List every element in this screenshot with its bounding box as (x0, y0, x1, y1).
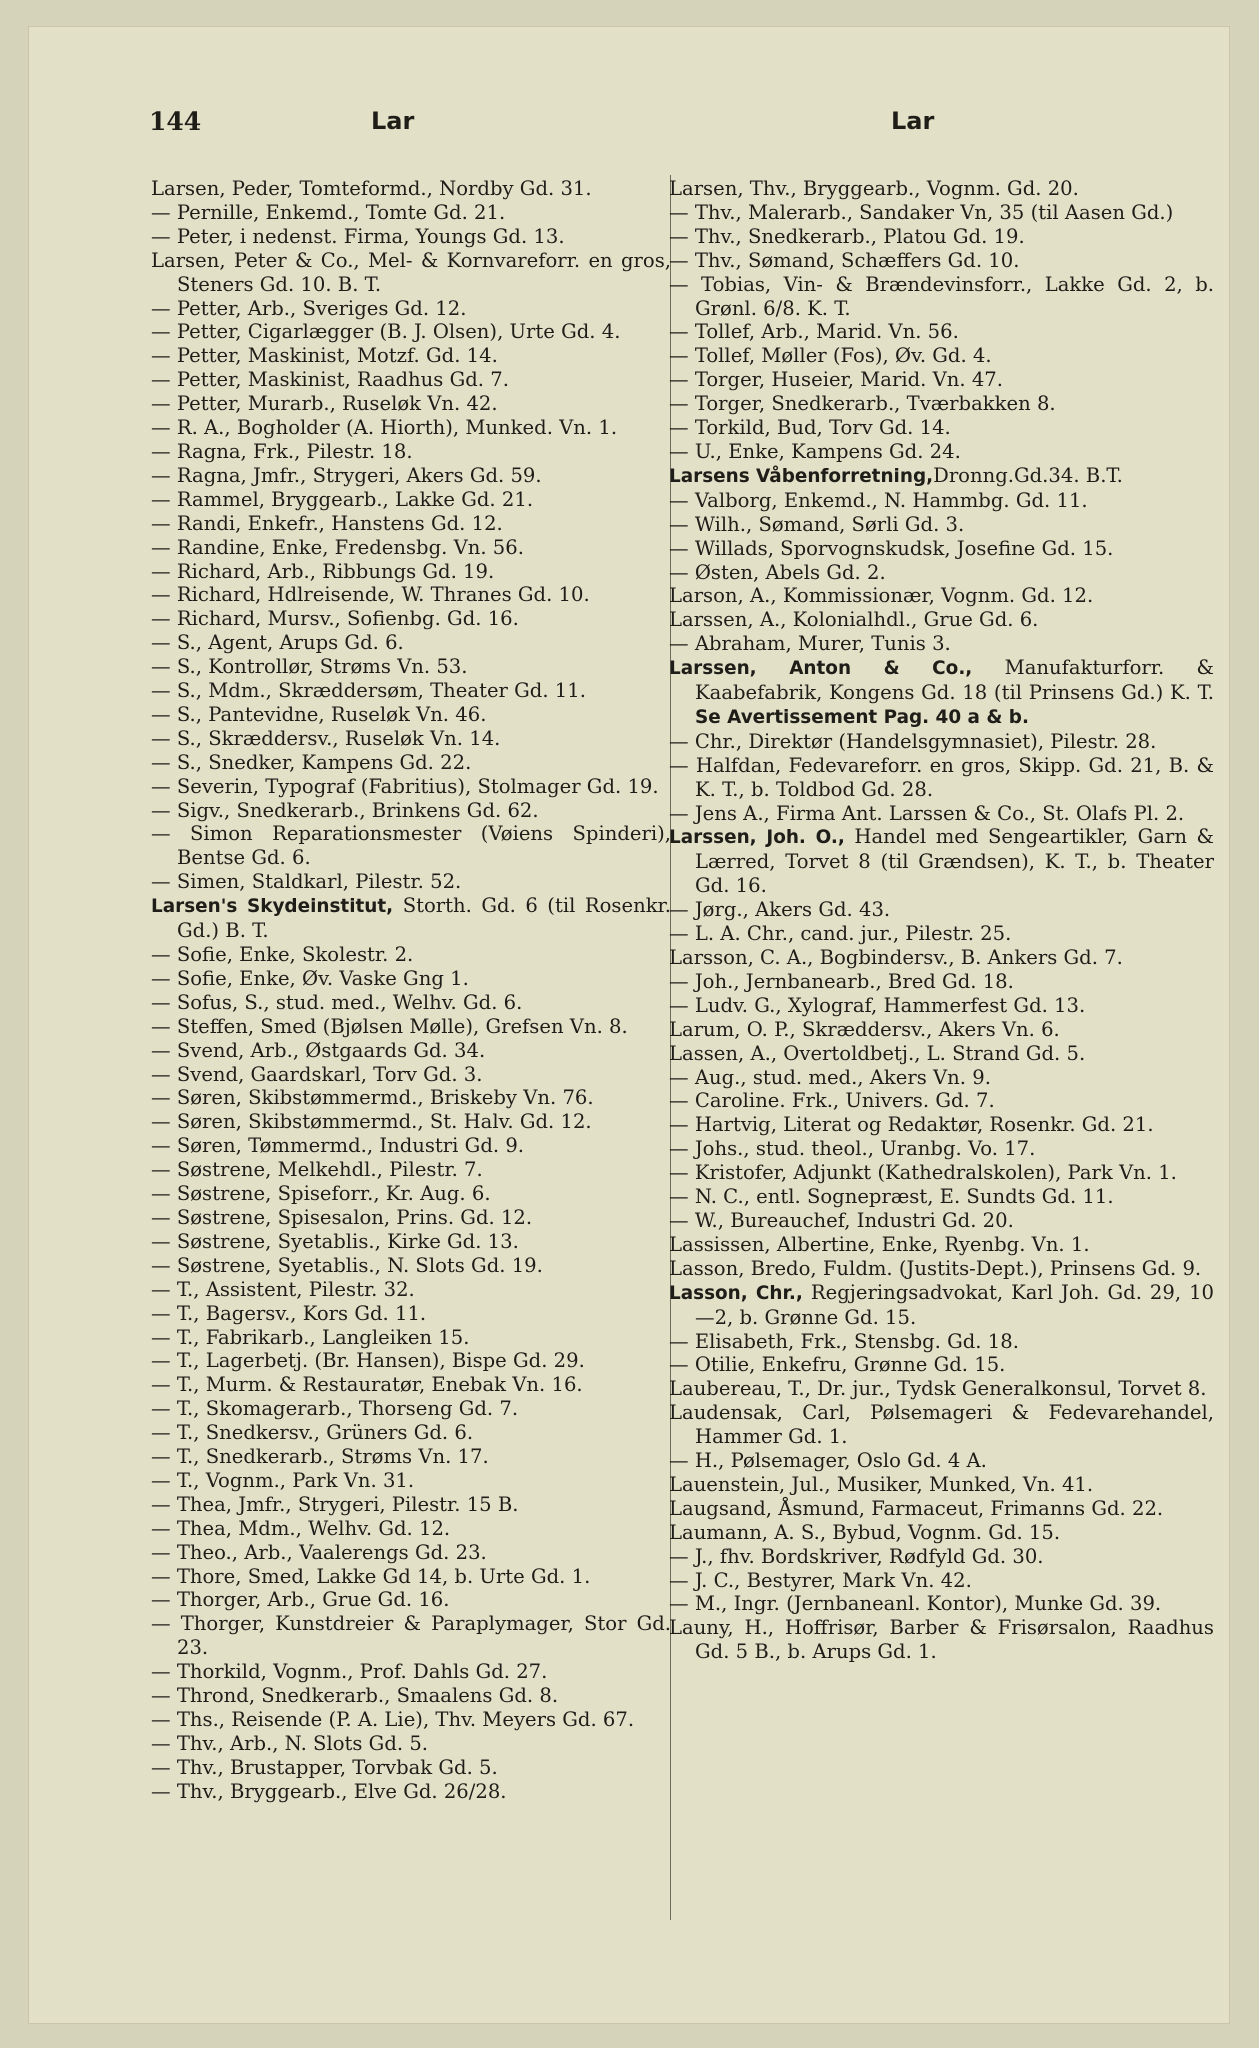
entry-text: — Johs., stud. theol., Uranbg. Vo. 17. (669, 1137, 1036, 1161)
directory-entry (669, 1161, 1214, 1185)
directory-entry (151, 1397, 671, 1421)
entry-text: — J., fhv. Bordskriver, Rødfyld Gd. 30. (669, 1544, 1044, 1568)
entry-text: — Randi, Enkefr., Hanstens Gd. 12. (151, 511, 503, 535)
entry-text: — Elisabeth, Frk., Stensbg. Gd. 18. (669, 1329, 1019, 1353)
entry-text: Lasson, Bredo, Fuldm. (Justits-Dept.), Prinsens Gd. 9. (669, 1256, 1202, 1280)
directory-entry (669, 1545, 1214, 1569)
directory-entry (151, 727, 671, 751)
running-head-right: Lar (891, 107, 935, 135)
entry-text: — Thrond, Snedkerarb., Smaalens Gd. 8. (151, 1684, 559, 1708)
directory-entry (669, 1185, 1214, 1209)
directory-entry (669, 1330, 1214, 1354)
directory-entry (151, 1182, 671, 1206)
directory-entry (151, 1684, 671, 1708)
entry-text: Larsen, Peter & Co., Mel- & Kornvareforr. en gros, Steners Gd. 10. B. T. (151, 248, 671, 296)
entry-text: — Torger, Snedkerarb., Tværbakken 8. (669, 392, 1056, 416)
directory-entry (669, 1113, 1214, 1137)
entry-text: — T., Skomagerarb., Thorseng Gd. 7. (151, 1397, 519, 1421)
directory-entry (151, 512, 671, 536)
entry-text: — Randine, Enke, Fredensbg. Vn. 56. (151, 535, 524, 559)
directory-entry (151, 1063, 671, 1087)
entry-text: — Abraham, Murer, Tunis 3. (669, 632, 951, 656)
directory-entry (151, 1588, 671, 1612)
entry-text: — Jørg., Akers Gd. 43. (669, 898, 891, 922)
directory-entry (151, 1086, 671, 1110)
page-number: 144 (149, 107, 202, 136)
directory-entry (151, 201, 671, 225)
directory-entry (669, 177, 1214, 201)
directory-entry (669, 1018, 1214, 1042)
entry-text: Lassissen, Albertine, Enke, Ryenbg. Vn. 1. (669, 1232, 1090, 1256)
entry-bold-name: Larssen, Anton & Co., (669, 658, 973, 680)
directory-entry (151, 1445, 671, 1469)
entry-advertisement-note: Se Avertissement Pag. 40 a & b. (695, 706, 1029, 728)
entry-text: — Willads, Sporvognskudsk, Josefine Gd. 15. (669, 536, 1114, 560)
entry-text: — Ragna, Jmfr., Strygeri, Akers Gd. 59. (151, 463, 542, 487)
entry-text: Storth. Gd. 6 (til Rosenkr. Gd.) B. T. (177, 894, 672, 943)
directory-entry (669, 802, 1214, 826)
entry-text: Launy, H., Hoffrisør, Barber & Frisørsalon, Raadhus Gd. 5 B., b. Arups Gd. 1. (669, 1616, 1214, 1664)
directory-entry (669, 1377, 1214, 1401)
entry-text: — Severin, Typograf (Fabritius), Stolmager Gd. 19. (151, 774, 659, 798)
directory-entry (151, 1469, 671, 1493)
directory-entry (151, 1278, 671, 1302)
entry-text: — Theo., Arb., Vaalerengs Gd. 23. (151, 1540, 487, 1564)
entry-text: — Ths., Reisende (P. A. Lie), Thv. Meyers Gd. 67. (151, 1708, 635, 1731)
entry-text: — Kristofer, Adjunkt (Kathedralskolen), Park Vn. 1. (669, 1161, 1177, 1185)
entry-text: Laudensak, Carl, Pølsemageri & Fedevarehandel, Hammer Gd. 1. (669, 1401, 1214, 1449)
entry-text: — Pernille, Enkemd., Tomte Gd. 21. (151, 200, 506, 224)
directory-entry (669, 1497, 1214, 1521)
entry-text: — Sofie, Enke, Skolestr. 2. (151, 943, 414, 966)
directory-entry (669, 416, 1214, 440)
entry-text: — Halfdan, Fedevareforr. en gros, Skipp. Gd. 21, B. & K. T., b. Toldbod Gd. 28. (669, 753, 1214, 801)
directory-entry (669, 489, 1214, 513)
directory-entry (669, 1233, 1214, 1257)
entry-text: — Petter, Maskinist, Motzf. Gd. 14. (151, 344, 498, 368)
entry-text: — Søstrene, Syetablis., Kirke Gd. 13. (151, 1229, 519, 1253)
directory-entry (151, 1039, 671, 1063)
directory-entry (151, 870, 671, 894)
entry-text: — Petter, Arb., Sveriges Gd. 12. (151, 296, 467, 320)
directory-entry (151, 488, 671, 512)
directory-entry (151, 799, 671, 823)
directory-entry (151, 1660, 671, 1684)
directory-entry (669, 584, 1214, 608)
directory-entry (669, 970, 1214, 994)
right-column (669, 177, 1214, 1664)
directory-entry (151, 297, 671, 321)
directory-entry (151, 607, 671, 631)
page-header (29, 87, 1229, 136)
entry-text: Dronng.Gd.34. B.T. (933, 463, 1123, 487)
entry-text: — Sofus, S., stud. med., Welhv. Gd. 6. (151, 990, 523, 1014)
entry-text: — T., Murm. & Restauratør, Enebak Vn. 16. (151, 1373, 583, 1397)
directory-entry (151, 225, 671, 249)
entry-text: — Aug., stud. med., Akers Vn. 9. (669, 1065, 991, 1089)
entry-text: — S., Snedker, Kampens Gd. 22. (151, 750, 472, 774)
directory-entry (669, 344, 1214, 368)
entry-text: Larsson, C. A., Bogbindersv., B. Ankers Gd. 7. (669, 946, 1123, 969)
directory-entry (151, 894, 671, 943)
directory-entry (669, 1089, 1214, 1113)
entry-text: — Søstrene, Syetablis., N. Slots Gd. 19. (151, 1253, 543, 1277)
directory-entry (151, 631, 671, 655)
directory-entry (669, 201, 1214, 225)
entry-text: — Thv., Arb., N. Slots Gd. 5. (151, 1731, 429, 1755)
entry-text: — Torger, Huseier, Marid. Vn. 47. (669, 368, 1003, 392)
entry-bold-name: Larssen, Joh. O., (669, 827, 845, 849)
entry-text: — S., Mdm., Skræddersøm, Theater Gd. 11. (151, 679, 586, 703)
directory-entry (151, 1326, 671, 1350)
entry-text: — R. A., Bogholder (A. Hiorth), Munked. Vn. 1. (151, 416, 618, 440)
entry-text: — Tollef, Arb., Marid. Vn. 56. (669, 320, 959, 344)
entry-text: — Otilie, Enkefru, Grønne Gd. 15. (669, 1353, 1006, 1377)
entry-text: Larsen, Peder, Tomteformd., Nordby Gd. 31. (151, 177, 592, 200)
entry-text: — Caroline. Frk., Univers. Gd. 7. (669, 1089, 995, 1113)
entry-text: Larum, O. P., Skræddersv., Akers Vn. 6. (669, 1017, 1060, 1041)
directory-entry (151, 1230, 671, 1254)
entry-text: Laugsand, Åsmund, Farmaceut, Frimanns Gd. 22. (669, 1496, 1164, 1520)
directory-entry (669, 754, 1214, 802)
entry-text: — T., Bagersv., Kors Gd. 11. (151, 1301, 427, 1325)
directory-entry (669, 440, 1214, 464)
entry-text: — Thorger, Arb., Grue Gd. 16. (151, 1588, 450, 1612)
directory-entry (151, 392, 671, 416)
directory-entry (151, 751, 671, 775)
directory-entry (151, 344, 671, 368)
entry-bold-name: Larsen's Skydeinstitut, (151, 896, 394, 918)
entry-text: — S., Skræddersv., Ruseløk Vn. 14. (151, 726, 501, 750)
directory-entry (151, 775, 671, 799)
directory-entry (151, 1015, 671, 1039)
directory-entry (669, 730, 1214, 754)
entry-text: — T., Assistent, Pilestr. 32. (151, 1277, 415, 1301)
entry-text: — Svend, Gaardskarl, Torv Gd. 3. (151, 1062, 483, 1086)
entry-text: — Thea, Mdm., Welhv. Gd. 12. (151, 1516, 451, 1540)
entry-text: — T., Fabrikarb., Langleiken 15. (151, 1325, 470, 1349)
directory-entry (669, 1281, 1214, 1330)
entry-text: — H., Pølsemager, Oslo Gd. 4 A. (669, 1449, 987, 1473)
entry-text: — Chr., Direktør (Handelsgymnasiet), Pilestr. 28. (669, 729, 1157, 753)
directory-entry (669, 1401, 1214, 1449)
directory-entry (669, 632, 1214, 656)
directory-entry (151, 1612, 671, 1660)
entry-text: Laubereau, T., Dr. jur., Tydsk Generalkonsul, Torvet 8. (669, 1377, 1207, 1401)
entry-text: — Richard, Mursv., Sofienbg. Gd. 16. (151, 607, 519, 631)
entry-text: — S., Pantevidne, Ruseløk Vn. 46. (151, 702, 487, 726)
directory-entry (669, 1066, 1214, 1090)
entry-text: Lauenstein, Jul., Musiker, Munked, Vn. 41. (669, 1472, 1094, 1496)
entry-text: — Thv., Sømand, Schæffers Gd. 10. (669, 248, 1020, 272)
directory-page (28, 26, 1230, 2024)
directory-entry (669, 1473, 1214, 1497)
entry-text: — T., Lagerbetj. (Br. Hansen), Bispe Gd. 29. (151, 1349, 585, 1373)
entry-text: — Søren, Tømmermd., Industri Gd. 9. (151, 1134, 525, 1158)
left-column (151, 177, 671, 1804)
directory-entry (151, 1349, 671, 1373)
directory-entry (151, 1421, 671, 1445)
entry-text: — Sigv., Snedkerarb., Brinkens Gd. 62. (151, 798, 539, 822)
entry-text: — Søren, Skibstømmermd., St. Halv. Gd. 12. (151, 1110, 592, 1134)
entry-text: — J. C., Bestyrer, Mark Vn. 42. (669, 1568, 972, 1592)
entry-text: — Ragna, Frk., Pilestr. 18. (151, 439, 413, 463)
entry-text: — Peter, i nedenst. Firma, Youngs Gd. 13. (151, 224, 565, 248)
directory-entry (151, 1708, 671, 1732)
entry-text: — Søren, Skibstømmermd., Briskeby Vn. 76. (151, 1086, 594, 1110)
directory-entry (151, 1541, 671, 1565)
entry-text: Larssen, A., Kolonialhdl., Grue Gd. 6. (669, 608, 1039, 632)
running-head-left: Lar (371, 107, 415, 135)
directory-entry (151, 249, 671, 297)
entry-text: — Ludv. G., Xylograf, Hammerfest Gd. 13. (669, 993, 1086, 1017)
directory-entry (669, 561, 1214, 585)
directory-entry (151, 1302, 671, 1326)
directory-entry (669, 946, 1214, 970)
entry-text: — Thore, Smed, Lakke Gd 14, b. Urte Gd. 1. (151, 1564, 591, 1588)
directory-entry (151, 679, 671, 703)
directory-entry (151, 1732, 671, 1756)
entry-text: — Thv., Snedkerarb., Platou Gd. 19. (669, 224, 1025, 248)
directory-entry (151, 822, 671, 870)
directory-entry (669, 1521, 1214, 1545)
entry-text: — T., Vognm., Park Vn. 31. (151, 1468, 415, 1492)
entry-text: — Rammel, Bryggearb., Lakke Gd. 21. (151, 487, 534, 511)
entry-text: — N. C., entl. Sognepræst, E. Sundts Gd. 11. (669, 1185, 1114, 1209)
directory-entry (151, 177, 671, 201)
directory-entry (669, 825, 1214, 898)
entry-text: — T., Snedkersv., Grüners Gd. 6. (151, 1421, 474, 1445)
directory-entry (151, 583, 671, 607)
entry-text: — Østen, Abels Gd. 2. (669, 560, 886, 584)
entry-bold-name: Larsens Våbenforretning, (669, 465, 934, 487)
entry-bold-name: Lasson, Chr., (669, 1282, 803, 1304)
entry-text: Lassen, A., Overtoldbetj., L. Strand Gd. 5. (669, 1041, 1086, 1065)
directory-entry (151, 943, 671, 967)
directory-entry (151, 655, 671, 679)
entry-text: — Hartvig, Literat og Redaktør, Rosenkr. Gd. 21. (669, 1113, 1154, 1137)
directory-entry (151, 320, 671, 344)
entry-text: — W., Bureauchef, Industri Gd. 20. (669, 1208, 1014, 1232)
directory-entry (151, 560, 671, 584)
directory-entry (669, 1592, 1214, 1616)
directory-entry (669, 656, 1214, 730)
entry-text: — Søstrene, Melkehdl., Pilestr. 7. (151, 1158, 483, 1182)
entry-text: — S., Kontrollør, Strøms Vn. 53. (151, 655, 468, 679)
entry-text: — Thorkild, Vognm., Prof. Dahls Gd. 27. (151, 1660, 548, 1684)
directory-entry (669, 513, 1214, 537)
directory-entry (669, 1257, 1214, 1281)
directory-entry (669, 225, 1214, 249)
entry-text: — Torkild, Bud, Torv Gd. 14. (669, 416, 951, 440)
entry-text: — Søstrene, Spiseforr., Kr. Aug. 6. (151, 1182, 491, 1206)
directory-entry (669, 392, 1214, 416)
directory-entry (151, 1780, 671, 1804)
entry-text: — Svend, Arb., Østgaards Gd. 34. (151, 1038, 486, 1062)
entry-text: — Petter, Maskinist, Raadhus Gd. 7. (151, 368, 509, 392)
directory-entry (151, 1110, 671, 1134)
directory-entry (669, 1616, 1214, 1664)
directory-entry (151, 1254, 671, 1278)
entry-text: — L. A. Chr., cand. jur., Pilestr. 25. (669, 922, 1012, 946)
entry-text: — Richard, Hdlreisende, W. Thranes Gd. 10. (151, 583, 590, 607)
directory-entry (151, 991, 671, 1015)
directory-entry (151, 1158, 671, 1182)
entry-text: — Sofie, Enke, Øv. Vaske Gng 1. (151, 966, 469, 990)
directory-entry (669, 273, 1214, 321)
directory-entry (669, 922, 1214, 946)
entry-text: — Thv., Malerarb., Sandaker Vn, 35 (til Aasen Gd.) (669, 200, 1174, 224)
entry-text: — T., Snedkerarb., Strøms Vn. 17. (151, 1445, 489, 1469)
directory-entry (151, 416, 671, 440)
entry-text: — U., Enke, Kampens Gd. 24. (669, 439, 961, 463)
directory-entry (669, 1137, 1214, 1161)
directory-entry (669, 537, 1214, 561)
entry-text: — Thv., Brustapper, Torvbak Gd. 5. (151, 1755, 498, 1779)
entry-text: — Tollef, Møller (Fos), Øv. Gd. 4. (669, 344, 992, 368)
directory-entry (151, 1134, 671, 1158)
directory-entry (151, 1565, 671, 1589)
directory-entry (151, 440, 671, 464)
entry-text: — Simon Reparationsmester (Vøiens Spinderi), Bentse Gd. 6. (151, 822, 671, 870)
directory-entry (669, 249, 1214, 273)
entry-text: — Wilh., Sømand, Sørli Gd. 3. (669, 512, 965, 536)
entry-text: — Petter, Murarb., Ruseløk Vn. 42. (151, 392, 498, 416)
directory-entry (669, 994, 1214, 1018)
entry-text: — Thea, Jmfr., Strygeri, Pilestr. 15 B. (151, 1492, 519, 1516)
entry-text: — Joh., Jernbanearb., Bred Gd. 18. (669, 969, 1014, 993)
entry-text: — Petter, Cigarlægger (B. J. Olsen), Urte Gd. 4. (151, 320, 621, 344)
directory-entry (151, 464, 671, 488)
directory-entry (151, 1756, 671, 1780)
directory-entry (151, 703, 671, 727)
entry-text: Larsen, Thv., Bryggearb., Vognm. Gd. 20. (669, 177, 1079, 200)
entry-text: — Tobias, Vin- & Brændevinsforr., Lakke Gd. 2, b. Grønl. 6/8. K. T. (669, 272, 1214, 320)
entry-text: — Thorger, Kunstdreier & Paraplymager, Stor Gd. 23. (151, 1612, 671, 1660)
entry-text: Handel med Sengeartikler, Garn & Lærred, Torvet 8 (til Grændsen), K. T., b. Theater Gd. 16. (695, 825, 1214, 898)
entry-text: — Valborg, Enkemd., N. Hammbg. Gd. 11. (669, 488, 1088, 512)
directory-entry (669, 368, 1214, 392)
entry-text: — Richard, Arb., Ribbungs Gd. 19. (151, 559, 495, 583)
entry-text: — Søstrene, Spisesalon, Prins. Gd. 12. (151, 1205, 533, 1229)
entry-text: — Thv., Bryggearb., Elve Gd. 26/28. (151, 1779, 507, 1803)
directory-entry (669, 1449, 1214, 1473)
directory-entry (669, 464, 1214, 489)
entry-text: Manufakturforr. & Kaabefabrik, Kongens Gd. 18 (til Prinsens Gd.) K. T. (695, 656, 1214, 705)
directory-entry (151, 1493, 671, 1517)
directory-entry (151, 1373, 671, 1397)
directory-entry (669, 608, 1214, 632)
directory-entry (669, 898, 1214, 922)
entry-text: — Jens A., Firma Ant. Larssen & Co., St. Olafs Pl. 2. (669, 801, 1185, 825)
entry-text: — Simen, Staldkarl, Pilestr. 52. (151, 870, 462, 894)
directory-entry (669, 1042, 1214, 1066)
directory-entry (151, 368, 671, 392)
entry-text: — Steffen, Smed (Bjølsen Mølle), Grefsen Vn. 8. (151, 1014, 628, 1038)
directory-entry (151, 1206, 671, 1230)
directory-entry (669, 320, 1214, 344)
directory-entry (151, 1517, 671, 1541)
directory-entry (669, 1569, 1214, 1593)
directory-entry (669, 1353, 1214, 1377)
entry-text: Laumann, A. S., Bybud, Vognm. Gd. 15. (669, 1520, 1061, 1544)
directory-entry (669, 1209, 1214, 1233)
directory-entry (151, 536, 671, 560)
directory-entry (151, 967, 671, 991)
entry-text: Larson, A., Kommissionær, Vognm. Gd. 12. (669, 584, 1094, 608)
entry-text: Regjeringsadvokat, Karl Joh. Gd. 29, 10—2, b. Grønne Gd. 15. (695, 1280, 1214, 1329)
entry-text: — S., Agent, Arups Gd. 6. (151, 631, 404, 655)
entry-text: — M., Ingr. (Jernbaneanl. Kontor), Munke Gd. 39. (669, 1592, 1162, 1616)
